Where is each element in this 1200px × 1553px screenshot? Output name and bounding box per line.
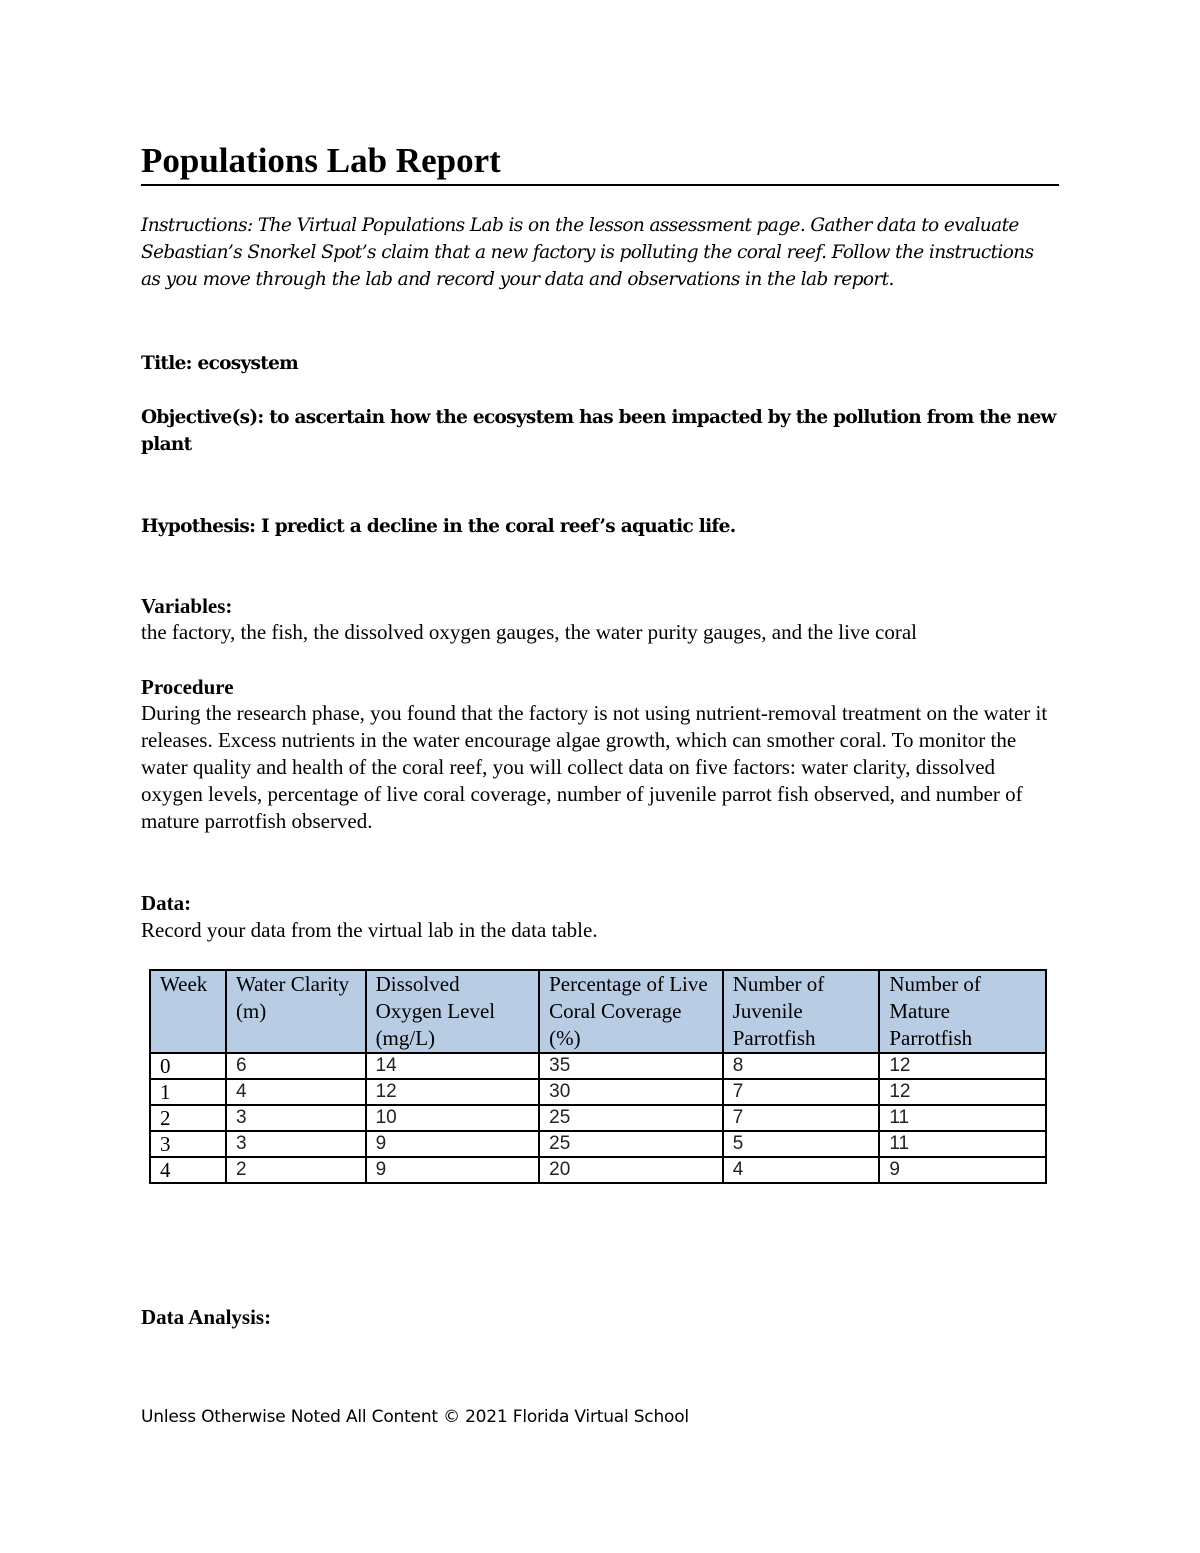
data-heading: Data: bbox=[141, 891, 192, 915]
title-field: Title: ecosystem bbox=[141, 353, 299, 374]
table-cell: 7 bbox=[723, 1079, 880, 1105]
table-row bbox=[150, 1053, 1046, 1079]
procedure-text: During the research phase, you found that the factory is not using nutrient-removal treatment on the water it releases. Excess nutrients in the water encourage algae growth, which can smother coral. To monitor the water quality and health of the coral reef, you will collect data on five factors: water clarity, dissolved oxygen levels, percentage of live coral coverage, number of juvenile parrot fish observed, and number of mature parrotfish observed. bbox=[141, 701, 1048, 833]
table-cell: 12 bbox=[879, 1079, 1046, 1105]
variables-text: the factory, the fish, the dissolved oxygen gauges, the water purity gauges, and the live coral bbox=[141, 620, 917, 644]
table-cell: 8 bbox=[723, 1053, 880, 1079]
table-cell: 12 bbox=[879, 1053, 1046, 1079]
table-cell: 30 bbox=[539, 1079, 723, 1105]
data-table bbox=[149, 969, 1047, 1184]
table-cell: 20 bbox=[539, 1157, 723, 1183]
data-instructions: Record your data from the virtual lab in the data table. bbox=[141, 918, 598, 942]
table-cell: 3 bbox=[226, 1105, 366, 1131]
table-cell: 14 bbox=[366, 1053, 540, 1079]
table-cell: 1 bbox=[150, 1079, 226, 1105]
table-cell: 11 bbox=[879, 1105, 1046, 1131]
header-live-coral: Percentage of Live Coral Coverage (%) bbox=[539, 970, 723, 1053]
table-cell: 35 bbox=[539, 1053, 723, 1079]
table-cell: 4 bbox=[226, 1079, 366, 1105]
table-header-row bbox=[150, 970, 1046, 1053]
table-row bbox=[150, 1079, 1046, 1105]
table-cell: 25 bbox=[539, 1105, 723, 1131]
table-row bbox=[150, 1105, 1046, 1131]
data-analysis-heading: Data Analysis: bbox=[141, 1305, 272, 1329]
table-cell: 3 bbox=[150, 1131, 226, 1157]
table-cell: 6 bbox=[226, 1053, 366, 1079]
table-cell: 12 bbox=[366, 1079, 540, 1105]
header-water-clarity: Water Clarity (m) bbox=[226, 970, 366, 1053]
table-cell: 3 bbox=[226, 1131, 366, 1157]
table-row bbox=[150, 1131, 1046, 1157]
header-week: Week bbox=[150, 970, 226, 1053]
table-cell: 4 bbox=[150, 1157, 226, 1183]
table-cell: 5 bbox=[723, 1131, 880, 1157]
instructions-text: Instructions: The Virtual Populations Lab is on the lesson assessment page. Gather data to evaluate Sebastian’s Snorkel Spot’s claim that a new factory is polluting the coral reef. Follow the instructions as you move through the lab and record your data and observations in the lab report. bbox=[141, 215, 1034, 290]
variables-heading: Variables: bbox=[141, 594, 233, 618]
table-cell: 4 bbox=[723, 1157, 880, 1183]
table-cell: 0 bbox=[150, 1053, 226, 1079]
procedure-heading: Procedure bbox=[141, 675, 234, 699]
table-cell: 11 bbox=[879, 1131, 1046, 1157]
copyright-footer: Unless Otherwise Noted All Content © 2021 Florida Virtual School bbox=[141, 1407, 689, 1427]
table-row bbox=[150, 1157, 1046, 1183]
table-cell: 2 bbox=[226, 1157, 366, 1183]
table-cell: 9 bbox=[366, 1131, 540, 1157]
objective-text: Objective(s): to ascertain how the ecosystem has been impacted by the pollution from the new plant bbox=[141, 407, 1056, 455]
header-mature-parrotfish: Number of Mature Parrotfish bbox=[879, 970, 1046, 1053]
table-cell: 7 bbox=[723, 1105, 880, 1131]
table-cell: 2 bbox=[150, 1105, 226, 1131]
header-juvenile-parrotfish: Number of Juvenile Parrotfish bbox=[723, 970, 880, 1053]
table-cell: 10 bbox=[366, 1105, 540, 1131]
table-cell: 9 bbox=[366, 1157, 540, 1183]
page-title: Populations Lab Report bbox=[141, 140, 1059, 186]
table-cell: 25 bbox=[539, 1131, 723, 1157]
table-cell: 9 bbox=[879, 1157, 1046, 1183]
hypothesis-text: Hypothesis: I predict a decline in the coral reef’s aquatic life. bbox=[141, 516, 736, 537]
header-dissolved-oxygen: Dissolved Oxygen Level (mg/L) bbox=[366, 970, 540, 1053]
